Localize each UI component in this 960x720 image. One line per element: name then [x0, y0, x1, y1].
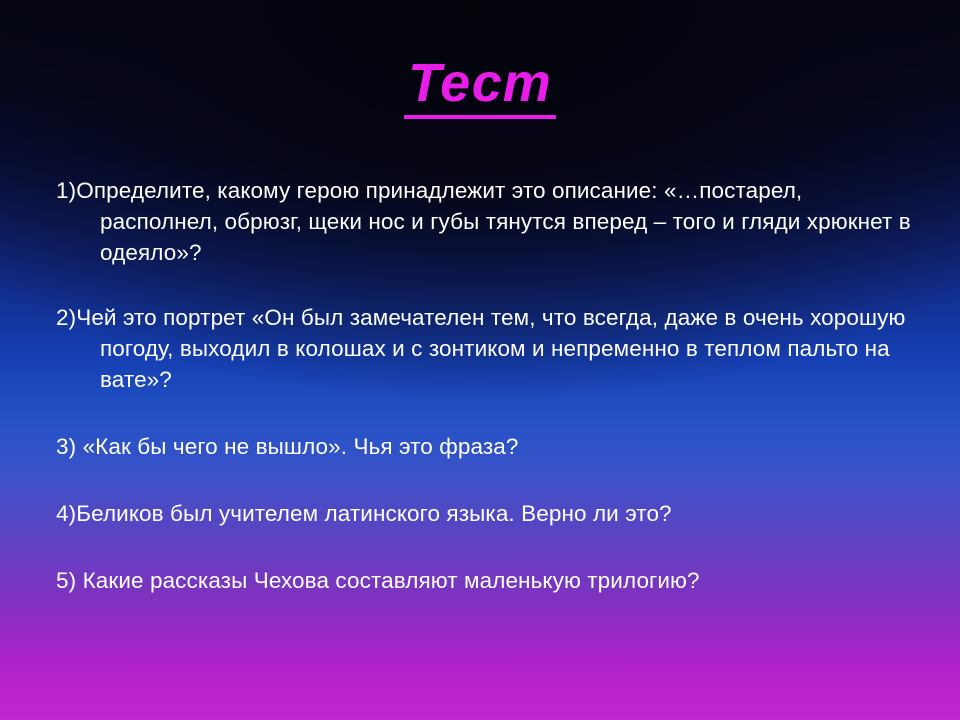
page-title: [0, 52, 960, 114]
list-item: [56, 565, 916, 596]
question-text: Определите, какому герою принадлежит это описание: «…постарел, располнел, обрюзг, щеки нос и губы тянутся вперед – того и гляди хрюкнет в одеяло»?: [76, 177, 911, 265]
question-number: 3): [56, 433, 83, 459]
question-list: [56, 152, 916, 596]
question-number: 1): [56, 177, 77, 203]
question-text: Какие рассказы Чехова составляют маленькую трилогию?: [82, 567, 700, 593]
page-title-text: Тест: [404, 53, 556, 119]
list-item: [56, 498, 916, 529]
question-text: «Как бы чего не вышло». Чья это фраза?: [82, 433, 519, 459]
question-number: 4): [56, 500, 77, 526]
list-item: [56, 175, 916, 268]
list-item: [56, 431, 916, 462]
list-item: [56, 302, 916, 395]
question-text: Чей это портрет «Он был замечателен тем, что всегда, даже в очень хорошую погоду, выходил в колошах и с зонтиком и непременно в теплом пальто на вате»?: [76, 304, 906, 392]
question-number: 5): [56, 567, 83, 593]
question-text: Беликов был учителем латинского языка. Верно ли это?: [76, 500, 672, 526]
question-number: 2): [56, 304, 77, 330]
